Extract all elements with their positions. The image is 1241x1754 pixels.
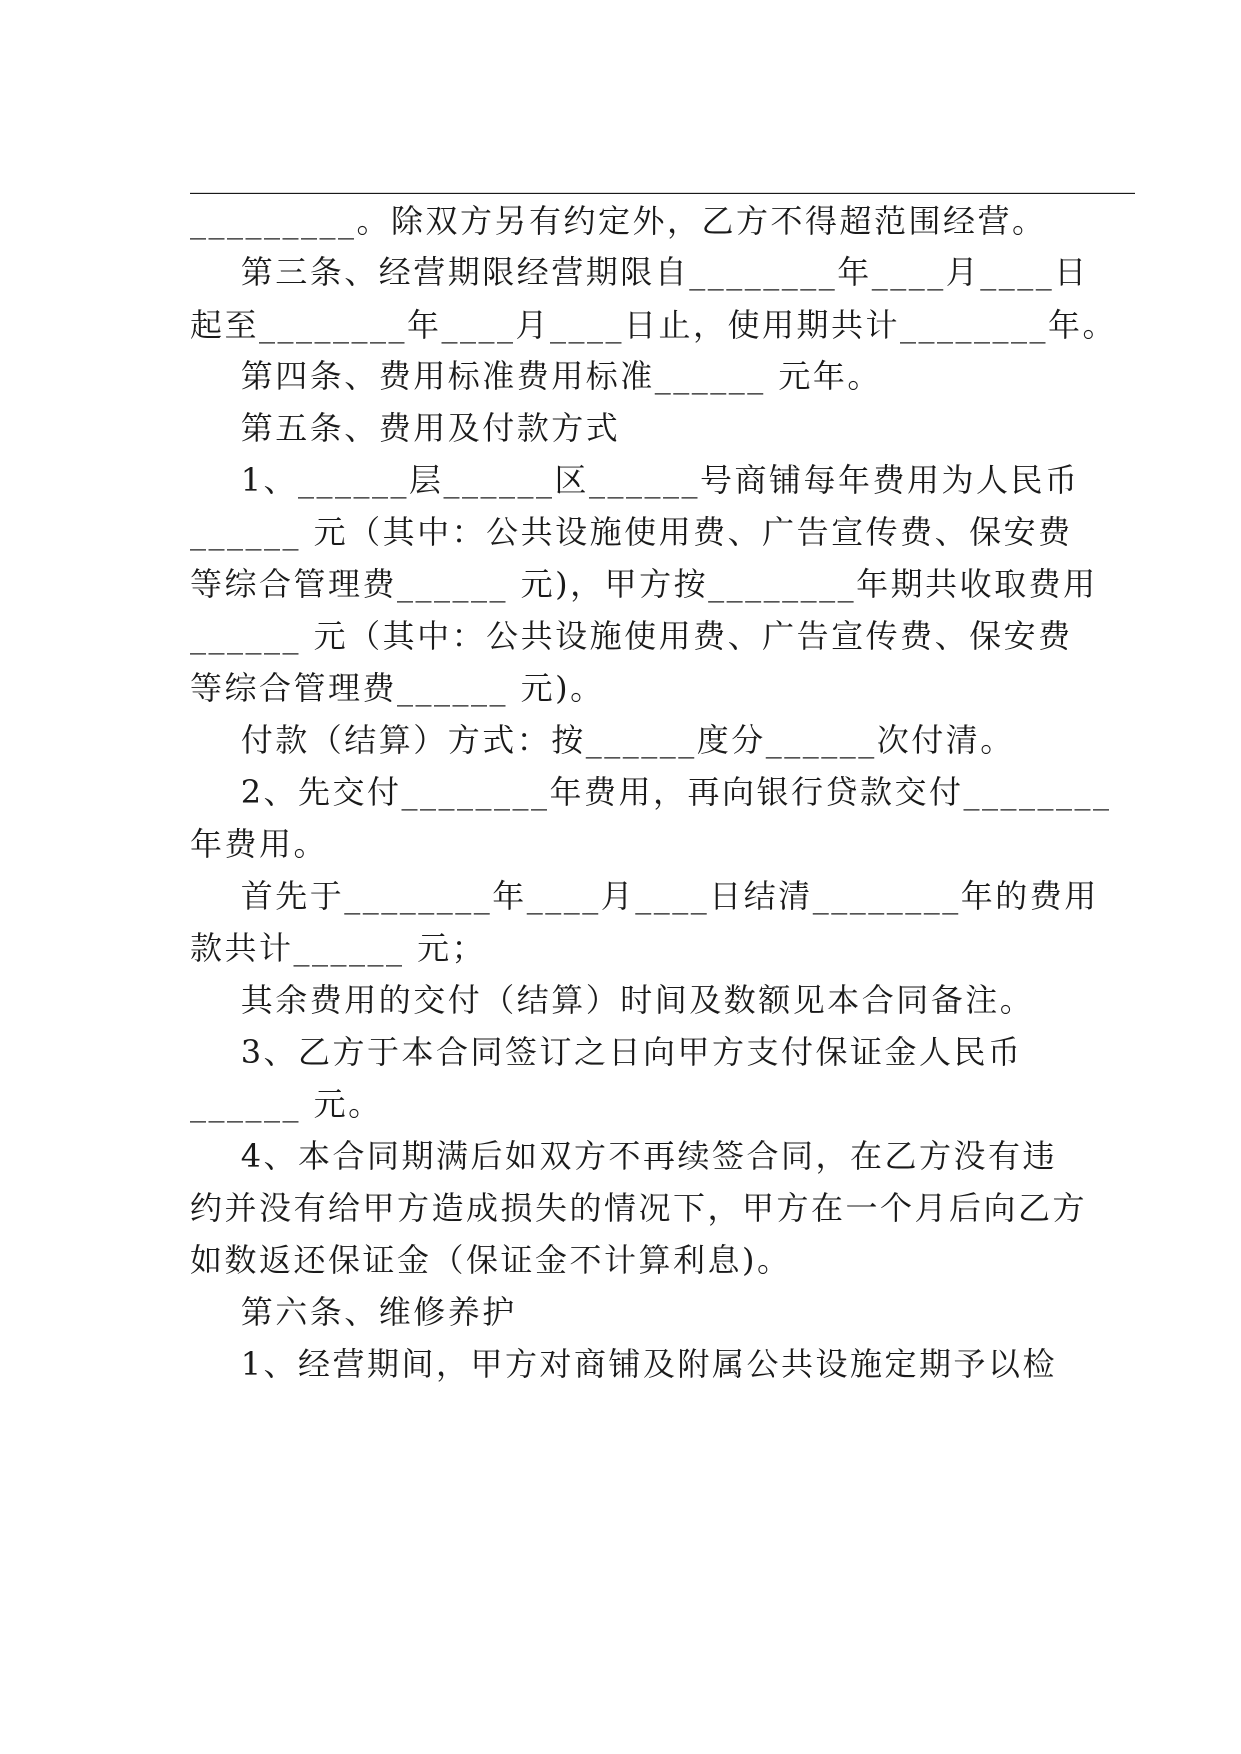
blank-rule-line: _______________________________________________________________ [190, 160, 1135, 195]
text-line-22: 第六条、维修养护 [190, 1293, 517, 1331]
text-line-23: 1、经营期间，甲方对商铺及附属公共设施定期予以检 [190, 1345, 1058, 1383]
text-line-4: 第四条、费用标准费用标准______ 元年。 [190, 357, 882, 395]
text-line-20: 约并没有给甲方造成损失的情况下，甲方在一个月后向乙方 [190, 1189, 1088, 1227]
text-line-3: 起至________年____月____日止，使用期共计________年。 [190, 306, 1118, 344]
text-line-2: 第三条、经营期限经营期限自________年____月____日 [190, 253, 1089, 291]
text-line-12: 2、先交付________年费用，再向银行贷款交付________ [190, 773, 1112, 811]
text-line-13: 年费用。 [190, 825, 329, 863]
text-line-14: 首先于________年____月____日结清________年的费用 [190, 877, 1099, 915]
text-line-9: ______ 元（其中：公共设施使用费、广告宣传费、保安费 [190, 617, 1073, 655]
text-line-18: ______ 元。 [190, 1085, 383, 1123]
text-line-10: 等综合管理费______ 元)。 [190, 669, 605, 707]
text-line-11: 付款（结算）方式：按______度分______次付清。 [190, 721, 1015, 759]
text-line-15: 款共计______ 元； [190, 929, 487, 967]
text-line-6: 1、______层______区______号商铺每年费用为人民币 [190, 461, 1080, 499]
text-line-7: ______ 元（其中：公共设施使用费、广告宣传费、保安费 [190, 513, 1073, 551]
text-line-1: _________。除双方另有约定外，乙方不得超范围经营。 [190, 202, 1047, 240]
text-line-19: 4、本合同期满后如双方不再续签合同，在乙方没有违 [190, 1137, 1058, 1175]
text-line-5: 第五条、费用及付款方式 [190, 409, 621, 447]
text-line-21: 如数返还保证金（保证金不计算利息)。 [190, 1241, 792, 1279]
text-line-17: 3、乙方于本合同签订之日向甲方支付保证金人民币 [190, 1033, 1023, 1071]
text-line-16: 其余费用的交付（结算）时间及数额见本合同备注。 [190, 981, 1035, 1019]
text-line-8: 等综合管理费______ 元)，甲方按________年期共收取费用 [190, 565, 1098, 603]
